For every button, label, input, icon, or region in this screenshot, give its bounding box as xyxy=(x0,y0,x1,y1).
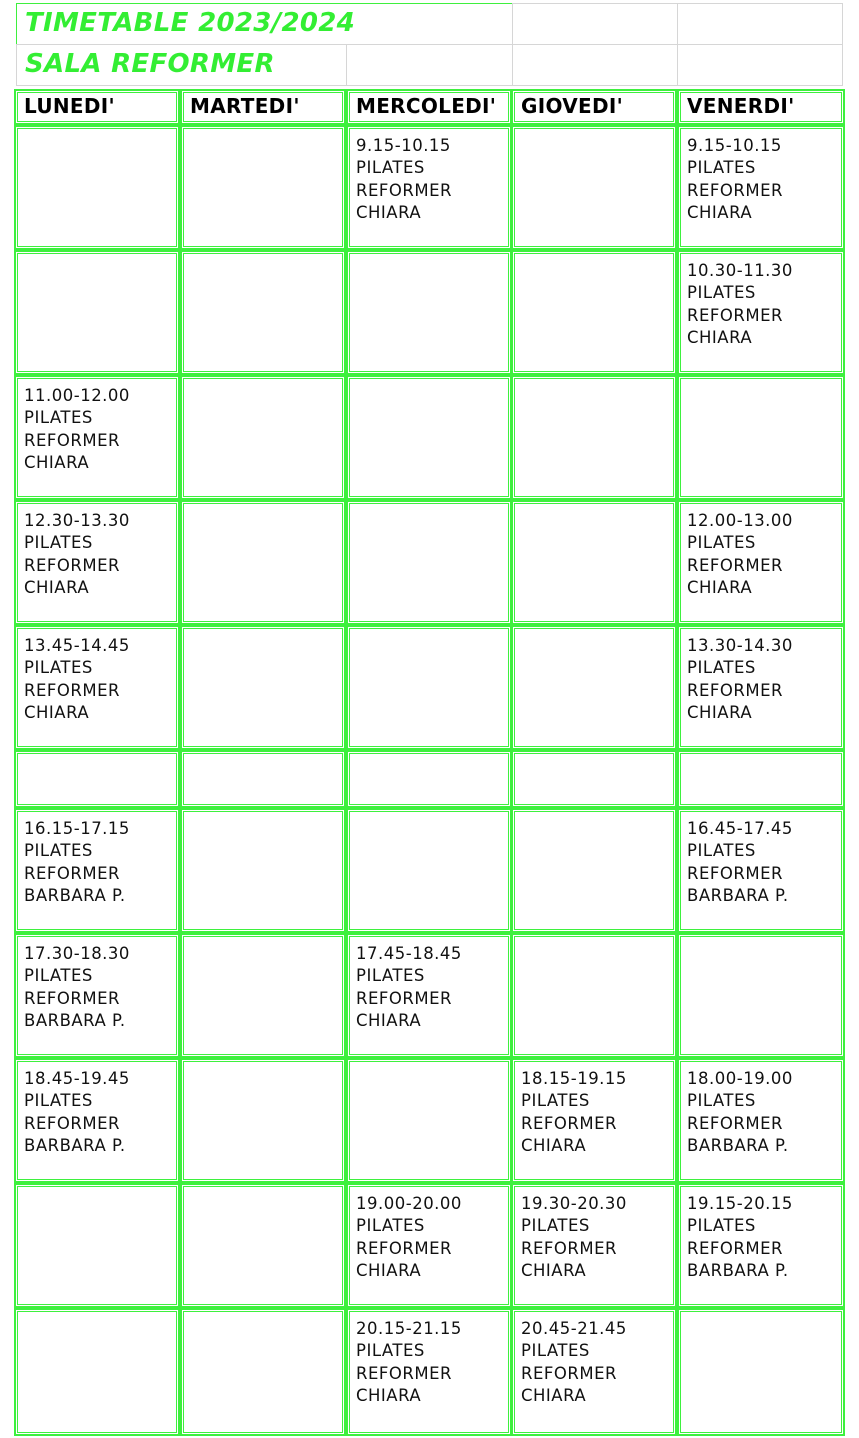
class-time: 10.30-11.30 xyxy=(687,261,793,280)
class-time: 19.00-20.00 xyxy=(356,1194,462,1213)
class-name: PILATES xyxy=(521,1216,590,1236)
instructor-name: CHIARA xyxy=(687,578,753,598)
slot-friday xyxy=(677,1183,845,1308)
slot-monday xyxy=(14,250,180,375)
instructor-name: CHIARA xyxy=(356,203,422,223)
slot-wednesday xyxy=(346,500,512,625)
class-entry xyxy=(356,1318,462,1408)
class-entry xyxy=(687,510,793,600)
slot-tuesday xyxy=(180,1183,346,1308)
slot-friday xyxy=(677,250,845,375)
slot-wednesday xyxy=(346,933,512,1058)
instructor-name: BARBARA P. xyxy=(687,1261,789,1281)
class-name: PILATES xyxy=(687,1216,756,1236)
slot-friday xyxy=(677,500,845,625)
day-label: MARTEDI' xyxy=(190,94,300,118)
header-thursday xyxy=(511,89,677,125)
class-time: 9.15-10.15 xyxy=(356,136,451,155)
class-name: PILATES xyxy=(24,966,93,986)
slot-monday xyxy=(14,808,180,933)
class-type: REFORMER xyxy=(24,863,120,883)
class-time: 12.30-13.30 xyxy=(24,511,130,530)
class-name: PILATES xyxy=(24,533,93,553)
class-name: PILATES xyxy=(356,966,425,986)
slot-thursday xyxy=(511,933,677,1058)
instructor-name: CHIARA xyxy=(521,1386,587,1406)
slot-monday xyxy=(14,375,180,500)
slot-thursday xyxy=(511,500,677,625)
class-name: PILATES xyxy=(24,841,93,861)
class-type: REFORMER xyxy=(687,180,783,200)
header-wednesday xyxy=(346,89,512,125)
class-entry xyxy=(356,943,462,1033)
class-entry xyxy=(24,1068,130,1158)
class-type: REFORMER xyxy=(687,863,783,883)
class-entry xyxy=(521,1068,627,1158)
day-label: GIOVEDI' xyxy=(521,94,624,118)
class-type: REFORMER xyxy=(356,988,452,1008)
slot-tuesday xyxy=(180,933,346,1058)
slot-wednesday xyxy=(346,125,512,250)
day-label: MERCOLEDI' xyxy=(356,94,497,118)
slot-monday xyxy=(14,625,180,750)
slot-wednesday xyxy=(346,1308,512,1436)
title-cell xyxy=(16,3,513,45)
class-time: 19.15-20.15 xyxy=(687,1194,793,1213)
instructor-name: CHIARA xyxy=(24,453,90,473)
class-type: REFORMER xyxy=(521,1238,617,1258)
instructor-name: CHIARA xyxy=(687,703,753,723)
class-name: PILATES xyxy=(687,283,756,303)
slot-monday xyxy=(14,1058,180,1183)
instructor-name: BARBARA P. xyxy=(24,1136,126,1156)
class-name: PILATES xyxy=(687,658,756,678)
slot-thursday xyxy=(511,1183,677,1308)
slot-tuesday xyxy=(180,375,346,500)
class-entry xyxy=(356,1193,462,1283)
class-time: 17.30-18.30 xyxy=(24,944,130,963)
class-name: PILATES xyxy=(521,1091,590,1111)
slot-thursday xyxy=(511,625,677,750)
class-name: PILATES xyxy=(24,1091,93,1111)
blank-title-cell xyxy=(677,3,843,45)
slot-friday xyxy=(677,375,845,500)
class-entry xyxy=(687,635,793,725)
blank-title-cell xyxy=(346,44,513,86)
slot-tuesday xyxy=(180,1308,346,1436)
slot-tuesday xyxy=(180,250,346,375)
class-entry xyxy=(24,635,130,725)
slot-wednesday xyxy=(346,750,512,808)
slot-tuesday xyxy=(180,750,346,808)
class-time: 16.15-17.15 xyxy=(24,819,130,838)
class-name: PILATES xyxy=(24,658,93,678)
class-name: PILATES xyxy=(356,1216,425,1236)
slot-friday xyxy=(677,750,845,808)
class-type: REFORMER xyxy=(687,680,783,700)
slot-friday xyxy=(677,125,845,250)
slot-thursday xyxy=(511,1308,677,1436)
header-monday xyxy=(14,89,180,125)
class-time: 13.45-14.45 xyxy=(24,636,130,655)
slot-friday xyxy=(677,625,845,750)
class-time: 19.30-20.30 xyxy=(521,1194,627,1213)
class-name: PILATES xyxy=(687,1091,756,1111)
class-type: REFORMER xyxy=(24,680,120,700)
class-time: 16.45-17.45 xyxy=(687,819,793,838)
blank-title-cell xyxy=(677,44,843,86)
slot-tuesday xyxy=(180,1058,346,1183)
class-time: 20.15-21.15 xyxy=(356,1319,462,1338)
slot-tuesday xyxy=(180,125,346,250)
class-entry xyxy=(687,260,793,350)
slot-thursday xyxy=(511,250,677,375)
instructor-name: CHIARA xyxy=(24,578,90,598)
class-entry xyxy=(687,1068,793,1158)
class-type: REFORMER xyxy=(521,1363,617,1383)
instructor-name: BARBARA P. xyxy=(24,1011,126,1031)
slot-wednesday xyxy=(346,1058,512,1183)
slot-friday xyxy=(677,933,845,1058)
slot-friday xyxy=(677,1308,845,1436)
slot-thursday xyxy=(511,808,677,933)
slot-monday xyxy=(14,933,180,1058)
class-name: PILATES xyxy=(356,1341,425,1361)
class-entry xyxy=(24,943,130,1033)
slot-wednesday xyxy=(346,1183,512,1308)
slot-wednesday xyxy=(346,625,512,750)
slot-monday xyxy=(14,750,180,808)
slot-tuesday xyxy=(180,625,346,750)
slot-monday xyxy=(14,500,180,625)
slot-tuesday xyxy=(180,808,346,933)
class-type: REFORMER xyxy=(24,1113,120,1133)
class-type: REFORMER xyxy=(24,430,120,450)
class-entry xyxy=(24,510,130,600)
class-time: 20.45-21.45 xyxy=(521,1319,627,1338)
class-entry xyxy=(356,135,452,225)
class-type: REFORMER xyxy=(687,305,783,325)
class-time: 17.45-18.45 xyxy=(356,944,462,963)
class-type: REFORMER xyxy=(24,555,120,575)
instructor-name: CHIARA xyxy=(356,1386,422,1406)
slot-thursday xyxy=(511,375,677,500)
class-entry xyxy=(521,1318,627,1408)
class-time: 18.15-19.15 xyxy=(521,1069,627,1088)
blank-title-cell xyxy=(512,3,678,45)
class-type: REFORMER xyxy=(521,1113,617,1133)
class-entry xyxy=(687,1193,793,1283)
slot-thursday xyxy=(511,125,677,250)
instructor-name: CHIARA xyxy=(24,703,90,723)
class-type: REFORMER xyxy=(24,988,120,1008)
class-time: 11.00-12.00 xyxy=(24,386,130,405)
instructor-name: CHIARA xyxy=(687,203,753,223)
class-entry xyxy=(24,385,130,475)
slot-monday xyxy=(14,1183,180,1308)
instructor-name: CHIARA xyxy=(356,1261,422,1281)
class-name: PILATES xyxy=(356,158,425,178)
header-tuesday xyxy=(180,89,346,125)
day-label: VENERDI' xyxy=(687,94,795,118)
slot-thursday xyxy=(511,750,677,808)
slot-monday xyxy=(14,125,180,250)
slot-thursday xyxy=(511,1058,677,1183)
instructor-name: CHIARA xyxy=(521,1136,587,1156)
slot-wednesday xyxy=(346,808,512,933)
class-time: 18.45-19.45 xyxy=(24,1069,130,1088)
timetable-title: TIMETABLE 2023/2024 xyxy=(25,8,356,38)
class-type: REFORMER xyxy=(687,1113,783,1133)
class-name: PILATES xyxy=(687,841,756,861)
slot-wednesday xyxy=(346,250,512,375)
class-type: REFORMER xyxy=(687,1238,783,1258)
class-time: 9.15-10.15 xyxy=(687,136,782,155)
class-type: REFORMER xyxy=(687,555,783,575)
slot-monday xyxy=(14,1308,180,1436)
class-type: REFORMER xyxy=(356,180,452,200)
class-entry xyxy=(687,818,793,908)
class-type: REFORMER xyxy=(356,1238,452,1258)
room-subtitle: SALA REFORMER xyxy=(25,49,275,79)
slot-friday xyxy=(677,1058,845,1183)
slot-wednesday xyxy=(346,375,512,500)
class-name: PILATES xyxy=(521,1341,590,1361)
class-time: 13.30-14.30 xyxy=(687,636,793,655)
header-friday xyxy=(677,89,845,125)
subtitle-cell xyxy=(16,44,347,86)
class-time: 18.00-19.00 xyxy=(687,1069,793,1088)
blank-title-cell xyxy=(512,44,678,86)
class-entry xyxy=(687,135,783,225)
class-name: PILATES xyxy=(687,158,756,178)
class-name: PILATES xyxy=(24,408,93,428)
slot-friday xyxy=(677,808,845,933)
day-label: LUNEDI' xyxy=(24,94,115,118)
instructor-name: CHIARA xyxy=(521,1261,587,1281)
class-time: 12.00-13.00 xyxy=(687,511,793,530)
slot-tuesday xyxy=(180,500,346,625)
instructor-name: BARBARA P. xyxy=(24,886,126,906)
instructor-name: CHIARA xyxy=(687,328,753,348)
instructor-name: BARBARA P. xyxy=(687,1136,789,1156)
instructor-name: BARBARA P. xyxy=(687,886,789,906)
class-type: REFORMER xyxy=(356,1363,452,1383)
class-entry xyxy=(521,1193,627,1283)
instructor-name: CHIARA xyxy=(356,1011,422,1031)
class-entry xyxy=(24,818,130,908)
class-name: PILATES xyxy=(687,533,756,553)
